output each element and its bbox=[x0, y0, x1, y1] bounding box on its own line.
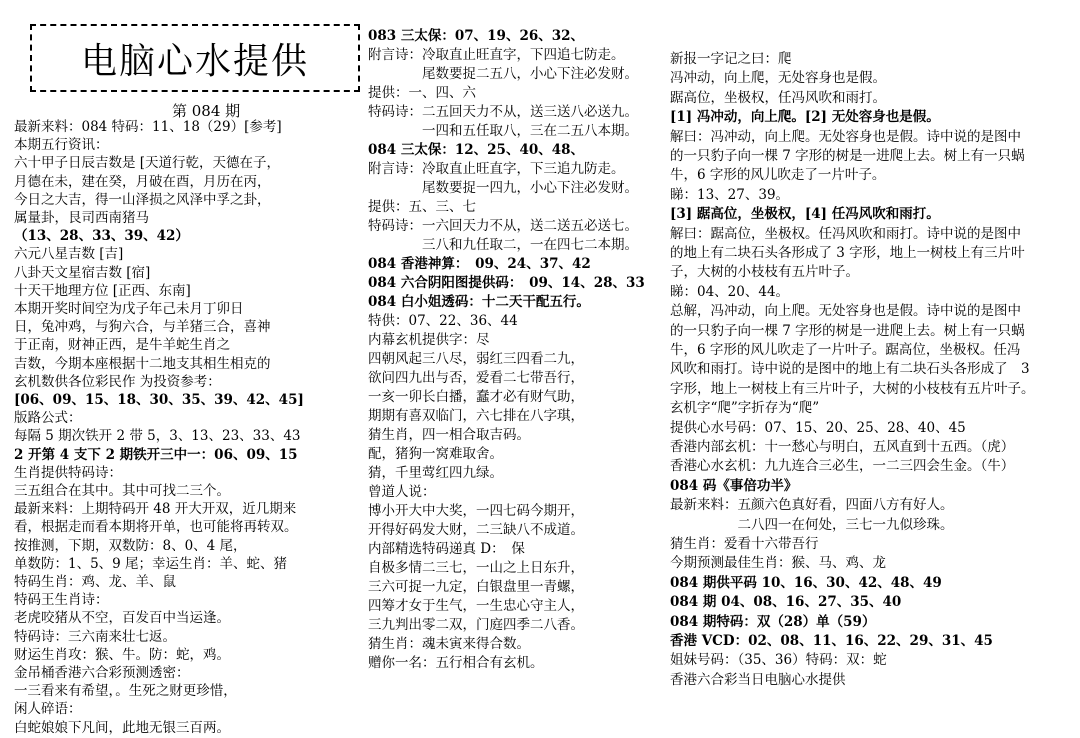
text-line: 083 三太保：07、19、26、32、 bbox=[368, 28, 585, 44]
text-line: 单数防：1、5、9 尾；幸运生肖：羊、蛇、猪 bbox=[14, 555, 288, 572]
text-line: 本期开奖时间空为戊子年己未月丁卯日 bbox=[14, 301, 244, 317]
text-line: 内幕玄机提供字：尽 bbox=[368, 332, 490, 348]
text-line: 三六可捉一九定，白银盘里一青螺， bbox=[368, 579, 584, 595]
text-line: 的地上有二块石头各形成了 3 字形，地上一树枝上有三片叶 bbox=[670, 245, 1025, 261]
text-line: 六元八星吉数 [吉] bbox=[14, 246, 124, 263]
text-line: 曾道人说： bbox=[368, 484, 436, 500]
text-line: 于正南，财神正西，是牛羊蛇生肖之 bbox=[14, 337, 230, 354]
text-line: 自极多情二三七，一山之上日东升， bbox=[368, 560, 584, 576]
text-line: 闲人碎语： bbox=[14, 701, 82, 718]
text-line: 的一只豹子向一棵 7 字形的树是一进爬上去。树上有一只蜗 bbox=[670, 148, 1025, 164]
text-line: 最新来料：上期特码开 48 开大开双，近几期来 bbox=[14, 501, 297, 518]
text-line: 吉数，今期本座根据十二地支其相生相克的 bbox=[14, 355, 271, 372]
text-line: [1] 冯冲动，向上爬。[2] 无处容身也是假。 bbox=[670, 109, 940, 126]
text-line: 生肖提供特码诗： bbox=[14, 464, 122, 481]
text-line: 玄机数供各位彩民作 为投资参考： bbox=[14, 373, 221, 390]
text-line: 猜，千里莺红四九绿。 bbox=[368, 465, 503, 481]
text-line: 配，猪狗一窝难取舍。 bbox=[368, 446, 503, 462]
page-title: 电脑心水提供 bbox=[80, 40, 309, 82]
text-line: 踞高位，坐极权，任冯风吹和雨打。 bbox=[670, 89, 886, 106]
text-line: 三八和九任取二，一在四七二本期。 bbox=[368, 237, 638, 253]
text-line: 一三看来有希望，。生死之财更珍惜， bbox=[14, 683, 237, 700]
text-line: 特码诗：三六南来壮七返。 bbox=[14, 628, 176, 645]
text-line: 尾数要捉二五八，小心下注必发财。 bbox=[368, 66, 638, 82]
text-line: 今日之大吉，得一山泽损之风泽中孚之卦， bbox=[14, 191, 271, 208]
text-line: 月德在未，建在癸，月破在酉，月历在丙， bbox=[14, 173, 271, 190]
text-line: 每隔 5 期次铁开 2 带 5，3、13、23、33、43 bbox=[14, 428, 301, 445]
text-line: 084 香港神算： 09、24、37、42 bbox=[368, 256, 591, 272]
text-line: 本期五行资讯： bbox=[14, 137, 109, 154]
text-line: 尾数要捉一四九，小心下注必发财。 bbox=[368, 180, 638, 196]
text-line: 最新来料：084 特码：11、18（29）[参考] bbox=[14, 119, 282, 135]
text-line: 子，大树的小枝枝有五片叶子。 bbox=[670, 264, 859, 281]
text-line: 开得好码发大财，二三缺八不成道。 bbox=[368, 522, 584, 538]
text-line: 看，根据走而看本期将开单，也可能将再转双。 bbox=[14, 519, 298, 536]
text-line: 属量卦，艮司西南猪马 bbox=[14, 210, 149, 226]
text-line: 欲问四九出与否，爱看二七带吾行， bbox=[368, 370, 584, 386]
text-line: 香港心水玄机：九九连合三必生，一二三四会生金。（牛） bbox=[670, 458, 1015, 475]
text-line: 版路公式： bbox=[14, 410, 82, 427]
text-line: 八卦天文星宿吉数 [宿] bbox=[14, 264, 151, 281]
text-line: 猜生肖：爱看十六带吾行 bbox=[670, 536, 819, 552]
text-line: 特码诗：一六回天力不从，送二送五必送七。 bbox=[368, 218, 638, 234]
text-line: 赠你一名：五行相合有玄机。 bbox=[368, 655, 544, 671]
text-line: 附言诗：冷取直止旺直字，下三追九防走。 bbox=[368, 161, 625, 177]
text-line: 十天干地理方位 [正西、东南] bbox=[14, 282, 191, 299]
text-line: 084 期供平码 10、16、30、42、48、49 bbox=[670, 574, 942, 591]
text-line: 2 开第 4 支下 2 期铁开三中一：06、09、15 bbox=[14, 446, 298, 463]
text-line: 解曰：踞高位，坐极权。任冯风吹和雨打。诗中说的是图中 bbox=[670, 225, 1021, 242]
text-line: 睇：13、27、39。 bbox=[670, 186, 790, 203]
text-line: 四朝风起三八尽，弱红三四看二九， bbox=[368, 351, 584, 367]
text-line: [06、09、15、18、30、35、39、42、45] bbox=[14, 392, 304, 408]
text-line: 今期预测最佳生肖：猴、马、鸡、龙 bbox=[670, 555, 886, 572]
text-line: 六十甲子日辰吉数是 [天道行乾，天德在子， bbox=[14, 155, 281, 172]
text-line: 提供：五、三、七 bbox=[368, 199, 476, 215]
text-line: 冯冲动，向上爬，无处容身也是假。 bbox=[670, 70, 886, 87]
text-line: 特供：07、22、36、44 bbox=[368, 313, 518, 329]
text-line: 内部精选特码递真 D： 保 bbox=[368, 541, 525, 557]
text-line: 白蛇娘娘下凡间，此地无银三百两。 bbox=[14, 719, 230, 736]
text-line: 一四和五任取八，三在二五八本期。 bbox=[368, 123, 638, 139]
text-line: [3] 踞高位，坐极权，[4] 任冯风吹和雨打。 bbox=[670, 206, 940, 223]
text-line: 附言诗：冷取直止旺直字，下四追七防走。 bbox=[368, 47, 625, 63]
text-line: 084 期特码：双（28）单（59） bbox=[670, 613, 876, 630]
text-line: 牛，6 字形的风儿吹走了一片叶子。 bbox=[670, 167, 886, 184]
text-line: 三九判出零二双，门庭四季二八香。 bbox=[368, 617, 584, 633]
text-line: 084 六合阴阳图提供码： 09、14、28、33 bbox=[368, 275, 645, 291]
text-line: 香港六合彩当日电脑心水提供 bbox=[670, 671, 846, 688]
text-line: 香港内部玄机：十一愁心与明白，五风直到十五西。（虎） bbox=[670, 439, 1015, 455]
text-line: 特码生肖：鸡、龙、羊、鼠 bbox=[14, 574, 176, 590]
text-line: 提供：一、四、六 bbox=[368, 85, 476, 101]
text-line: 新报一字记之曰：爬 bbox=[670, 51, 792, 67]
text-line: 姐妹号码：（35、36）特码：双：蛇 bbox=[670, 652, 887, 669]
text-line: 玄机字“爬”字折存为“爬” bbox=[670, 400, 820, 417]
text-line: 字形，地上一树枝上有三片叶子，大树的小枝枝有五片叶子。 bbox=[670, 380, 1035, 397]
text-line: 香港 VCD：02、08、11、16、22、29、31、45 bbox=[670, 633, 993, 649]
text-line: 084 期 04、08、16、27、35、40 bbox=[670, 594, 902, 611]
text-line: 猜生肖：魂未寅来得合数。 bbox=[368, 636, 530, 652]
text-line: 一亥一卯长白播，蠢才必有财气助， bbox=[368, 389, 584, 405]
issue-number: 第 084 期 bbox=[172, 102, 241, 120]
text-line: 金吊桶香港六合彩预测透密： bbox=[14, 665, 190, 681]
text-line: 风吹和雨打。诗中说的是图中的地上有二块石头各形成了 3 bbox=[670, 361, 1030, 378]
title-box bbox=[30, 24, 360, 92]
text-line: （13、28、33、39、42） bbox=[14, 228, 189, 245]
text-line: 日，兔冲鸡，与狗六合，与羊猪三合，喜神 bbox=[14, 319, 271, 336]
text-line: 按推测，下期，双数防：8、0、4 尾， bbox=[14, 537, 247, 554]
text-line: 总解，冯冲动，向上爬。无处容身也是假。诗中说的是图中 bbox=[670, 303, 1021, 320]
text-line: 的一只豹子向一棵 7 字形的树是一进爬上去。树上有一只蜗 bbox=[670, 322, 1025, 339]
text-line: 猜生肖，四一相合取吉码。 bbox=[368, 427, 530, 443]
text-line: 084 三太保：12、25、40、48、 bbox=[368, 142, 585, 158]
text-line: 最新来料：五颜六色真好看，四面八方有好人。 bbox=[670, 497, 954, 514]
text-line: 解曰：冯冲动，向上爬。无处容身也是假。诗中说的是图中 bbox=[670, 128, 1021, 145]
text-line: 博小开大中大奖，一四七码今期开， bbox=[368, 503, 584, 519]
text-line: 084 码《事倍功半》 bbox=[670, 477, 798, 494]
text-line: 特码王生肖诗： bbox=[14, 592, 109, 609]
text-line: 睇：04、20、44。 bbox=[670, 283, 790, 300]
text-line: 提供心水号码：07、15、20、25、28、40、45 bbox=[670, 419, 966, 436]
text-line: 特码诗：二五回天力不从，送三送八必送九。 bbox=[368, 104, 638, 120]
text-line: 财运生肖攻：猴、牛。防：蛇，鸡。 bbox=[14, 646, 230, 663]
text-line: 三五组合在其中。其中可找二三个。 bbox=[14, 483, 230, 499]
text-line: 084 白小姐透码：十二天干配五行。 bbox=[368, 294, 590, 310]
text-line: 老虎咬猪从不空，百发百中当运逢。 bbox=[14, 610, 230, 627]
text-line: 牛，6 字形的风儿吹走了一片叶子。踞高位，坐极权。任冯 bbox=[670, 342, 1021, 358]
text-line: 二八四一在何处，三七一九似珍珠。 bbox=[670, 516, 954, 533]
text-line: 四筹才女于生气，一生忠心守主人， bbox=[368, 598, 584, 614]
text-line: 期期有喜双临门，六七排在八字琪， bbox=[368, 408, 584, 424]
